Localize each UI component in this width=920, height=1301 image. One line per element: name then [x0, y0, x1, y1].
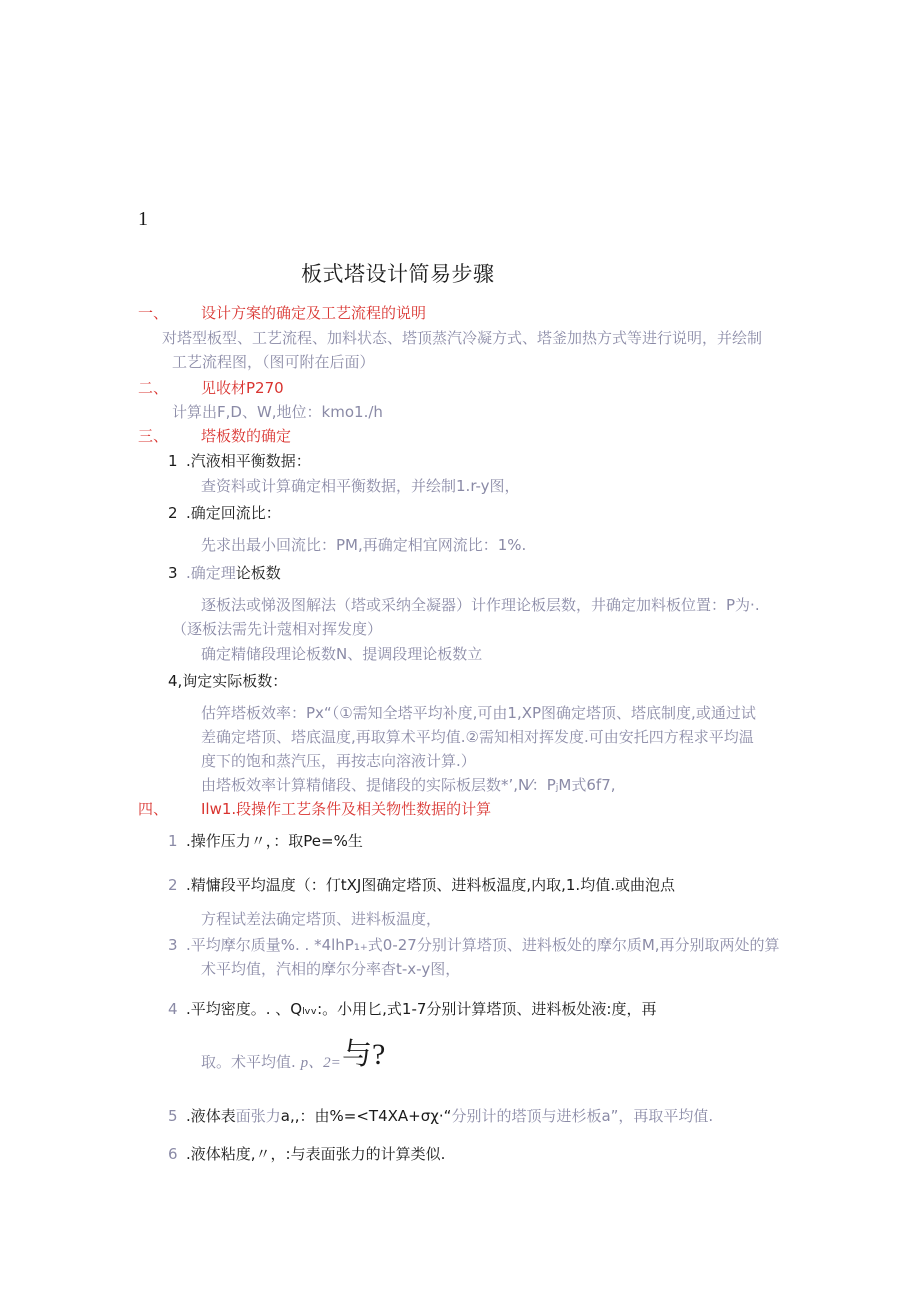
- s4-item-2-number: 2: [168, 876, 178, 894]
- s4-item-3-text-cont: 术平均值，汽相的摩尔分率杳t-x-y图，: [201, 960, 461, 978]
- s3-item-4-label: 4,询定实际板数：: [168, 672, 288, 690]
- s4-item-4-cont-line: [201, 1052, 341, 1073]
- s4-item-5-text: [186, 1106, 713, 1126]
- s3-item-2-number: 2: [168, 504, 178, 522]
- s3-item-1-label: .汽液相平衡数据：: [186, 452, 311, 470]
- section-1-number: 一、: [138, 304, 169, 322]
- section-2-heading: 见收材P270: [201, 379, 284, 397]
- s4-item-6-text-content: .液体粘度,〃，:与表面张力的计算类似.: [186, 1145, 446, 1163]
- s4-item-6-text: [186, 1144, 445, 1164]
- s4-item-6-number: 6: [168, 1145, 178, 1163]
- s4-item-5-number: 5: [168, 1107, 178, 1125]
- s4-item-4-number: 4: [168, 1000, 178, 1018]
- s4-item-1-number: 1: [168, 832, 178, 850]
- s3-item-1-text: 查资料或计算确定相平衡数据，并绘制1.r-y图，: [201, 477, 520, 495]
- section-3-number: 三、: [138, 427, 169, 445]
- s3-item-4-text-line2: 差确定塔顶、塔底温度,再取算术平均值.②需知相对挥发度.可由安托四方程求平均温: [201, 728, 754, 746]
- section-1-text-line2: 工艺流程图，（图可附在后面）: [172, 353, 375, 371]
- s3-item-4-text-line4: 由塔板效率计算精储段、提储段的实际板层数*’,N⁄：PⱼM式6f7,: [201, 776, 616, 794]
- s4-item-5-label-d: 分别计的塔顶与进杉板a”，再取平均值.: [451, 1107, 714, 1125]
- s4-item-5-label-a: .液体表: [186, 1107, 236, 1125]
- s4-item-4-text: .平均密度。. 、Qₗᵥᵥ:。小用匕,式1-7分别计算塔顶、进料板处液:度，再: [186, 1000, 657, 1018]
- s4-item-2-text-cont: 方程试差法确定塔顶、进料板温度，: [201, 910, 442, 928]
- page-number: 1: [138, 208, 148, 230]
- s4-item-3-text: .平均摩尔质量%. . *4lhP₁₊式0-27分别计算塔顶、进料板处的摩尔质M,再分别取两处的算: [186, 936, 780, 954]
- s3-item-3-text-line3: 确定精储段理论板数N、提调段理论板数立: [201, 645, 483, 663]
- s3-item-3-label-b: 论板数: [235, 564, 281, 582]
- s3-item-3-text-line2: （逐板法需先计蔻相对挥发度）: [172, 620, 383, 638]
- s4-item-5-label-c: a,,：由%=<T4XA+σχ·“: [280, 1107, 452, 1125]
- s4-item-4-formula: p、2=: [300, 1055, 341, 1071]
- section-4-heading: Ilw1.段操作工艺条件及相关物性数据的计算: [201, 800, 492, 818]
- s4-item-3-number: 3: [168, 936, 178, 954]
- s4-item-4-text-cont: 取。术平均值.: [201, 1053, 296, 1071]
- s3-item-3-text-line1: 逐板法或悌汲图解法（塔或采纳全凝器）计作理论板层数，井确定加料板位置：P为·.: [201, 596, 760, 614]
- s3-item-2-label: .确定回流比：: [186, 504, 281, 522]
- s3-item-3-number: 3: [168, 564, 178, 582]
- section-2-number: 二、: [138, 379, 169, 397]
- s3-item-4-text-line3: 度下的饱和蒸汽压，再按志向溶液计算.）: [201, 752, 476, 770]
- s3-item-3-label: [186, 563, 281, 583]
- s3-item-1-number: 1: [168, 452, 178, 470]
- s4-item-4-big-formula: 与?: [342, 1038, 386, 1071]
- page-title: 板式塔设计简易步骤: [301, 262, 495, 286]
- section-1-text-line1: 对塔型板型、工艺流程、加料状态、塔顶蒸汽冷凝方式、塔釜加热方式等进行说明，并绘制: [162, 329, 763, 347]
- s4-item-2-text: .精慵段平均温度（：仃tXJ图确定塔顶、进料板温度,内取,1.均值.或曲泡点: [186, 876, 675, 894]
- section-3-heading: 塔板数的确定: [201, 427, 292, 445]
- section-2-text: 计算出F,D、W,地位：kmo1./h: [172, 403, 383, 421]
- section-1-heading: 设计方案的确定及工艺流程的说明: [201, 304, 427, 322]
- section-4-number: 四、: [138, 800, 169, 818]
- s3-item-3-label-a: .确定理: [186, 564, 236, 582]
- s3-item-4-text-line1: 估笄塔板效率：Px“（①需知全塔平均补度,可由1,XP图确定塔顶、塔底制度,或通过试: [201, 704, 756, 722]
- s4-item-5-label-b: 面张力: [235, 1107, 281, 1125]
- s3-item-2-text: 先求出最小回流比：PM,再确定相宜网流比：1%.: [201, 536, 527, 554]
- s4-item-1-text: .操作压力〃，：取Pe=%生: [186, 832, 363, 850]
